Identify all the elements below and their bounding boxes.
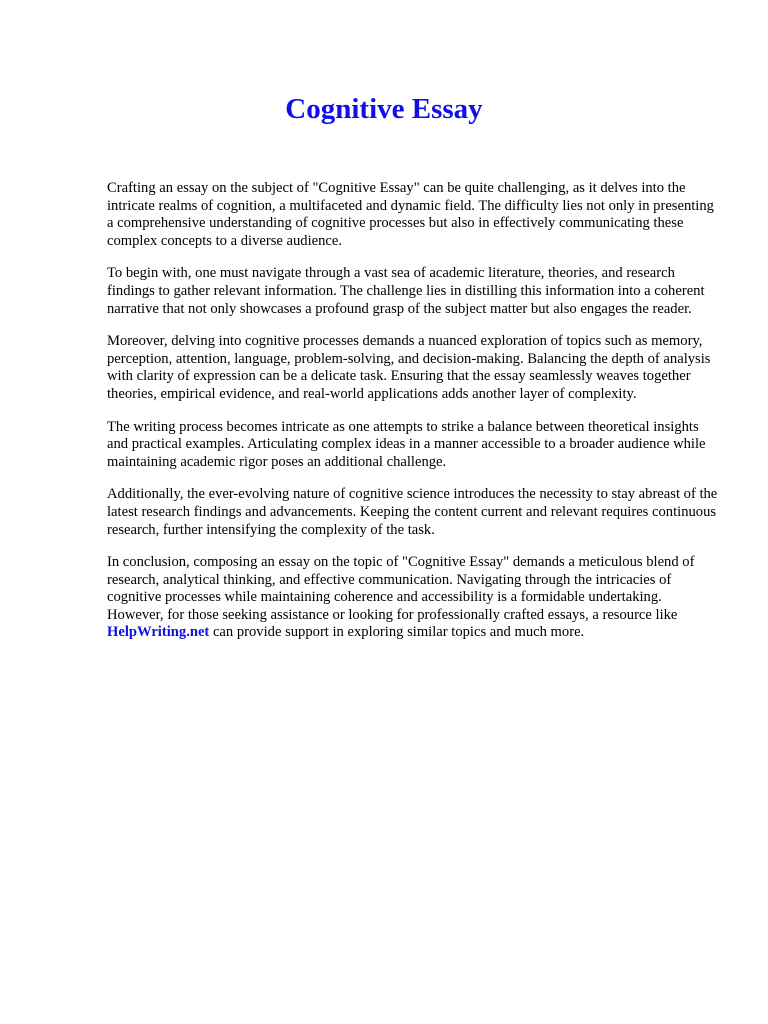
- conclusion-text-start: In conclusion, composing an essay on the topic of "Cognitive Essay" demands a meticulous blend of research, analytical thinking, and effective communication. Navigating through the intricacies of cognitive processes while maintaining coherence and accessibility is a formidable undertaking. However, for those seeking assistance or looking for professionally crafted essays, a resource like: [107, 554, 695, 623]
- paragraph-4: The writing process becomes intricate as one attempts to strike a balance between theoretical insights and practical examples. Articulating complex ideas in a manner accessible to a broader audience while maintaining academic rigor poses an additional challenge.: [107, 418, 706, 470]
- paragraph-5: Additionally, the ever-evolving nature of cognitive science introduces the necessity to stay abreast of the latest research findings and advancements. Keeping the content current and relevant requires continuous research, further intensifying the complexity of the task.: [107, 486, 718, 538]
- paragraph-conclusion: [107, 554, 719, 642]
- paragraph-2: To begin with, one must navigate through a vast sea of academic literature, theories, and research findings to gather relevant information. The challenge lies in distilling this information into a coherent narrative that not only showcases a profound grasp of the subject matter but also engages the reader.: [107, 265, 705, 317]
- conclusion-text-end: can provide support in exploring similar topics and much more.: [209, 624, 585, 641]
- page-title: Cognitive Essay: [285, 93, 483, 125]
- paragraph-3: Moreover, delving into cognitive processes demands a nuanced exploration of topics such as memory, perception, attention, language, problem-solving, and decision-making. Balancing the depth of analysis with clarity of expression can be a delicate task. Ensuring that the essay seamlessly weaves together theories, empirical evidence, and real-world applications adds another layer of complexity.: [107, 333, 711, 402]
- helpwriting-link[interactable]: HelpWriting.net: [107, 624, 210, 641]
- essay-body: [107, 180, 719, 657]
- paragraph-1: Crafting an essay on the subject of "Cognitive Essay" can be quite challenging, as it delves into the intricate realms of cognition, a multifaceted and dynamic field. The difficulty lies not only in presenting a comprehensive understanding of cognitive processes but also in effectively communicating these complex concepts to a diverse audience.: [107, 180, 714, 249]
